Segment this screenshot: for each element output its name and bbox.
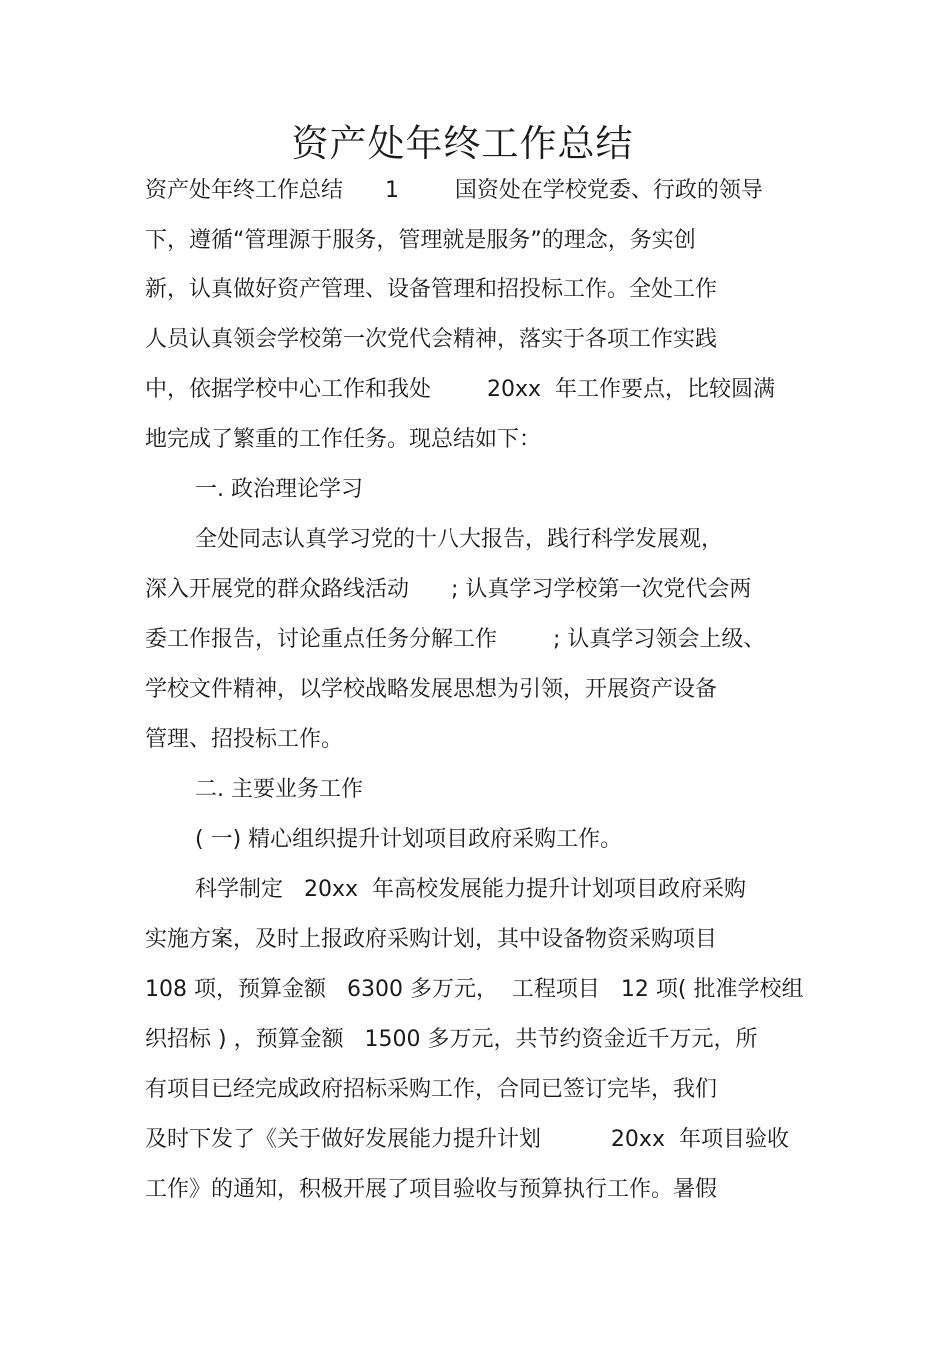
paragraph-line: 人员认真领会学校第一次党代会精神，落实于各项工作实践 bbox=[145, 327, 718, 352]
section-heading-2: 二. 主要业务工作 bbox=[195, 777, 363, 802]
paragraph-line: 全处同志认真学习党的十八大报告，践行科学发展观， bbox=[195, 527, 724, 552]
paragraph-line: 下，遵循“管理源于服务，管理就是服务”的理念，务实创 bbox=[145, 228, 696, 253]
paragraph-line: 及时下发了《关于做好发展能力提升计划 20xx 年项目验收 bbox=[145, 1127, 789, 1152]
paragraph-line: 织招标 ) ，预算金额 1500 多万元，共节约资金近千万元，所 bbox=[145, 1027, 758, 1052]
paragraph-line: 科学制定 20xx 年高校发展能力提升计划项目政府采购 bbox=[195, 877, 747, 902]
paragraph-line: 地完成了繁重的工作任务。现总结如下： bbox=[145, 427, 542, 452]
paragraph-line: 深入开展党的群众路线活动 ; 认真学习学校第一次党代会两 bbox=[145, 577, 752, 602]
subsection-heading: ( 一) 精心组织提升计划项目政府采购工作。 bbox=[195, 827, 623, 852]
paragraph-line: 新，认真做好资产管理、设备管理和招投标工作。全处工作 bbox=[145, 277, 718, 302]
paragraph-line: 管理、招投标工作。 bbox=[145, 727, 344, 752]
paragraph-line: 工作》的通知，积极开展了项目验收与预算执行工作。暑假 bbox=[145, 1177, 718, 1202]
paragraph-line: 有项目已经完成政府招标采购工作，合同已签订完毕，我们 bbox=[145, 1077, 718, 1102]
paragraph-line: 中，依据学校中心工作和我处 20xx 年工作要点，比较圆满 bbox=[145, 377, 775, 402]
paragraph-line: 108 项，预算金额 6300 多万元， 工程项目 12 项( 批准学校组 bbox=[145, 977, 804, 1002]
section-heading-1: 一. 政治理论学习 bbox=[195, 477, 363, 502]
paragraph-line: 学校文件精神，以学校战略发展思想为引领，开展资产设备 bbox=[145, 677, 718, 702]
paragraph-line: 委工作报告，讨论重点任务分解工作 ; 认真学习领会上级、 bbox=[145, 627, 766, 652]
paragraph-line: 资产处年终工作总结 1 国资处在学校党委、行政的领导 bbox=[145, 178, 763, 203]
paragraph-line: 实施方案，及时上报政府采购计划，其中设备物资采购项目 bbox=[145, 927, 718, 952]
document-title: 资产处年终工作总结 bbox=[291, 122, 634, 165]
